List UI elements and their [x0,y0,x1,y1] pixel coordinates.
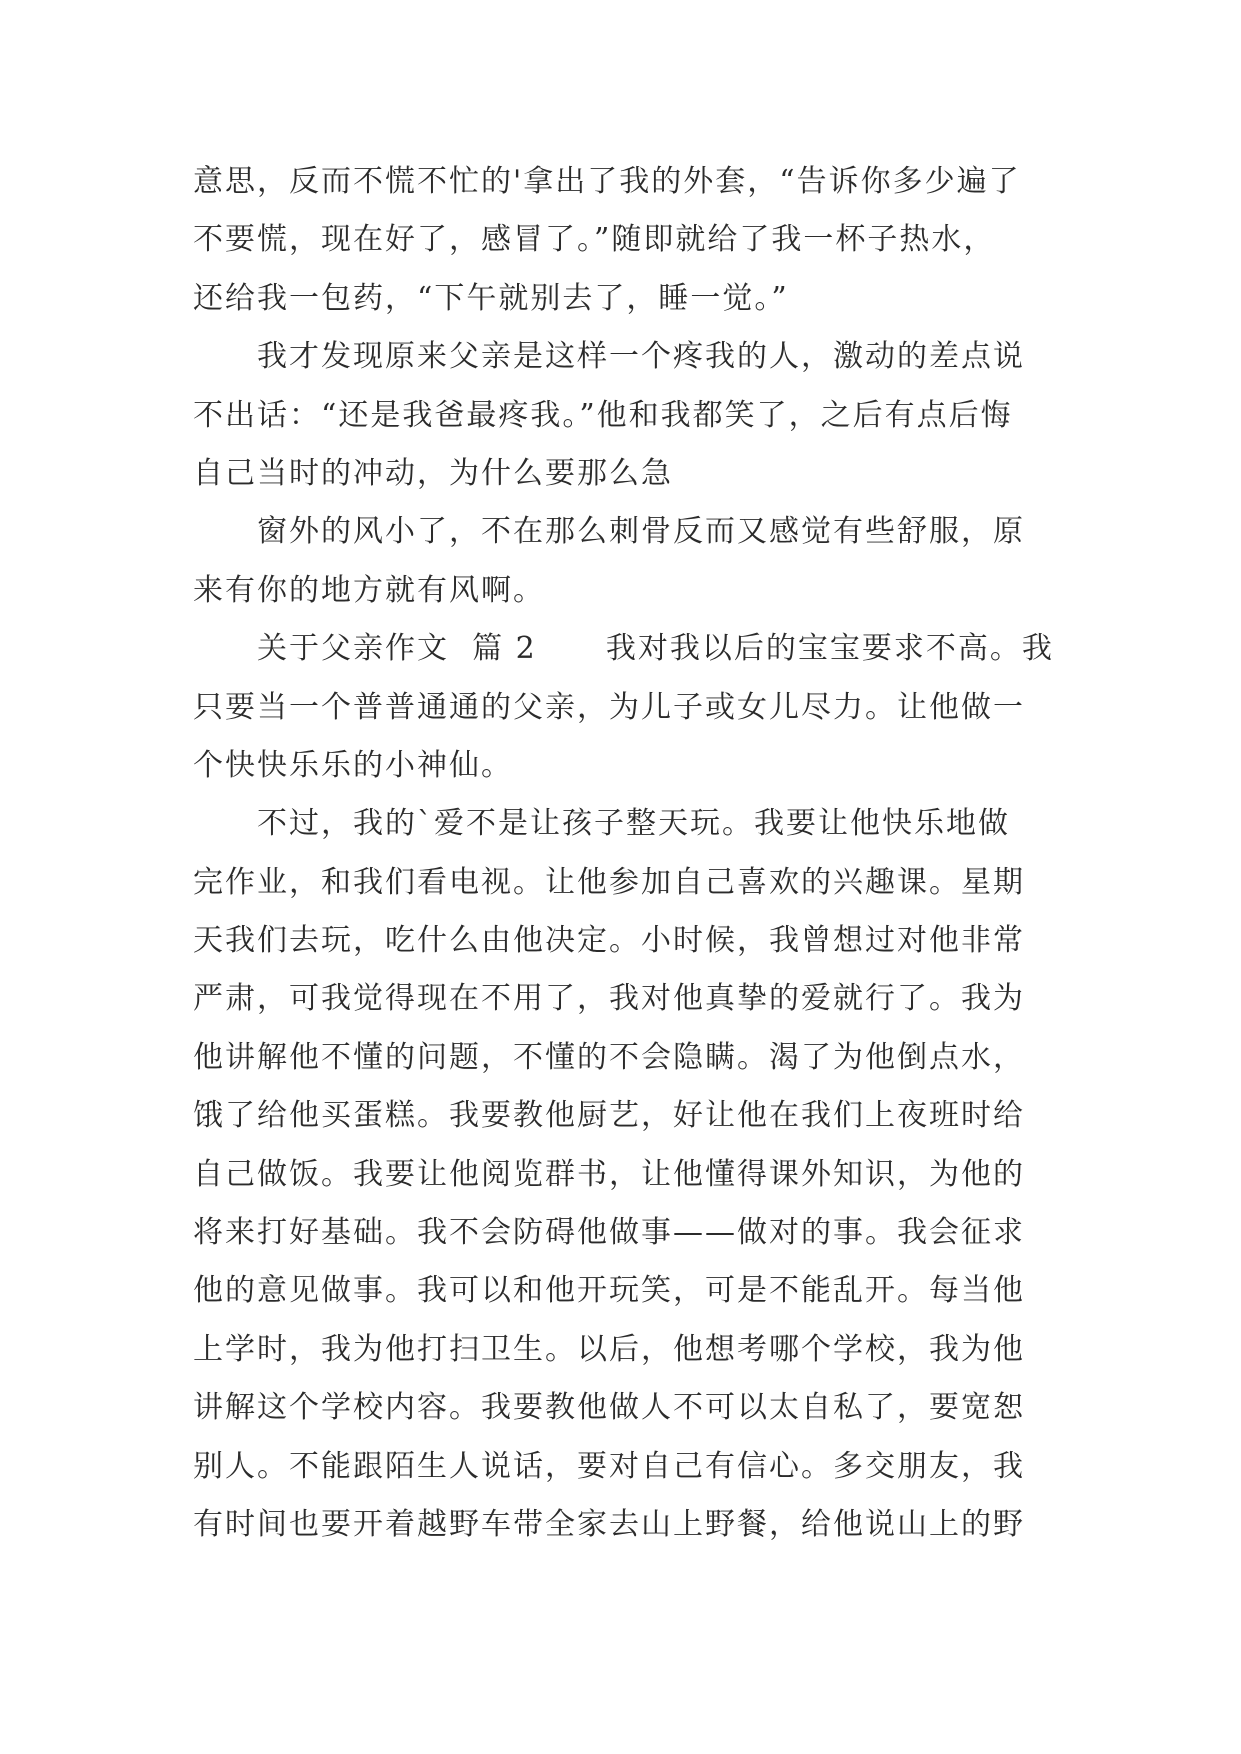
text-line: 饿了给他买蛋糕。我要教他厨艺，好让他在我们上夜班时给 [193,1098,1025,1134]
paragraph-start-line: 窗外的风小了，不在那么刺骨反而又感觉有些舒服，原 [257,514,1025,550]
text-line: 不要慌，现在好了，感冒了。”随即就给了我一杯子热水， [193,222,996,258]
text-line: 完作业，和我们看电视。让他参加自己喜欢的兴趣课。星期 [193,864,1025,900]
text-line: 讲解这个学校内容。我要教他做人不可以太自私了，要宽恕 [193,1390,1025,1426]
text-line: 他的意见做事。我可以和他开玩笑，可是不能乱开。每当他 [193,1273,1025,1309]
text-line: 别人。不能跟陌生人说话，要对自己有信心。多交朋友，我 [193,1448,1025,1484]
text-line: 严肃，可我觉得现在不用了，我对他真挚的爱就行了。我为 [193,981,1025,1017]
text-line: 他讲解他不懂的问题，不懂的不会隐瞒。渴了为他倒点水， [193,1039,1025,1075]
text-line: 不出话：“还是我爸最疼我。”他和我都笑了，之后有点后悔 [193,397,1013,433]
text-line: 来有你的地方就有风啊。 [193,572,545,608]
text-line: 只要当一个普普通通的父亲，为儿子或女儿尽力。让他做一 [193,689,1025,725]
paragraph-start-line: 我才发现原来父亲是这样一个疼我的人，激动的差点说 [257,339,1025,375]
text-line: 将来打好基础。我不会防碍他做事——做对的事。我会征求 [193,1215,1025,1251]
text-line: 意思，反而不慌不忙的'拿出了我的外套，“告诉你多少遍了 [193,164,1021,199]
text-line: 上学时，我为他打扫卫生。以后，他想考哪个学校，我为他 [193,1331,1025,1367]
section-heading-line: 关于父亲作文 篇 2 我对我以后的宝宝要求不高。我 [257,631,1054,667]
document-text [193,153,1053,1554]
text-line: 还给我一包药，“下午就别去了，睡一觉。” [193,280,789,316]
text-line: 个快快乐乐的小神仙。 [193,747,513,783]
paragraph-start-line: 不过，我的`爱不是让孩子整天玩。我要让他快乐地做 [257,806,1010,842]
text-line: 有时间也要开着越野车带全家去山上野餐，给他说山上的野 [193,1506,1025,1542]
text-line: 自己当时的冲动，为什么要那么急 [193,455,673,491]
text-line: 自己做饭。我要让他阅览群书，让他懂得课外知识，为他的 [193,1156,1025,1192]
text-line: 天我们去玩，吃什么由他决定。小时候，我曾想过对他非常 [193,923,1025,959]
